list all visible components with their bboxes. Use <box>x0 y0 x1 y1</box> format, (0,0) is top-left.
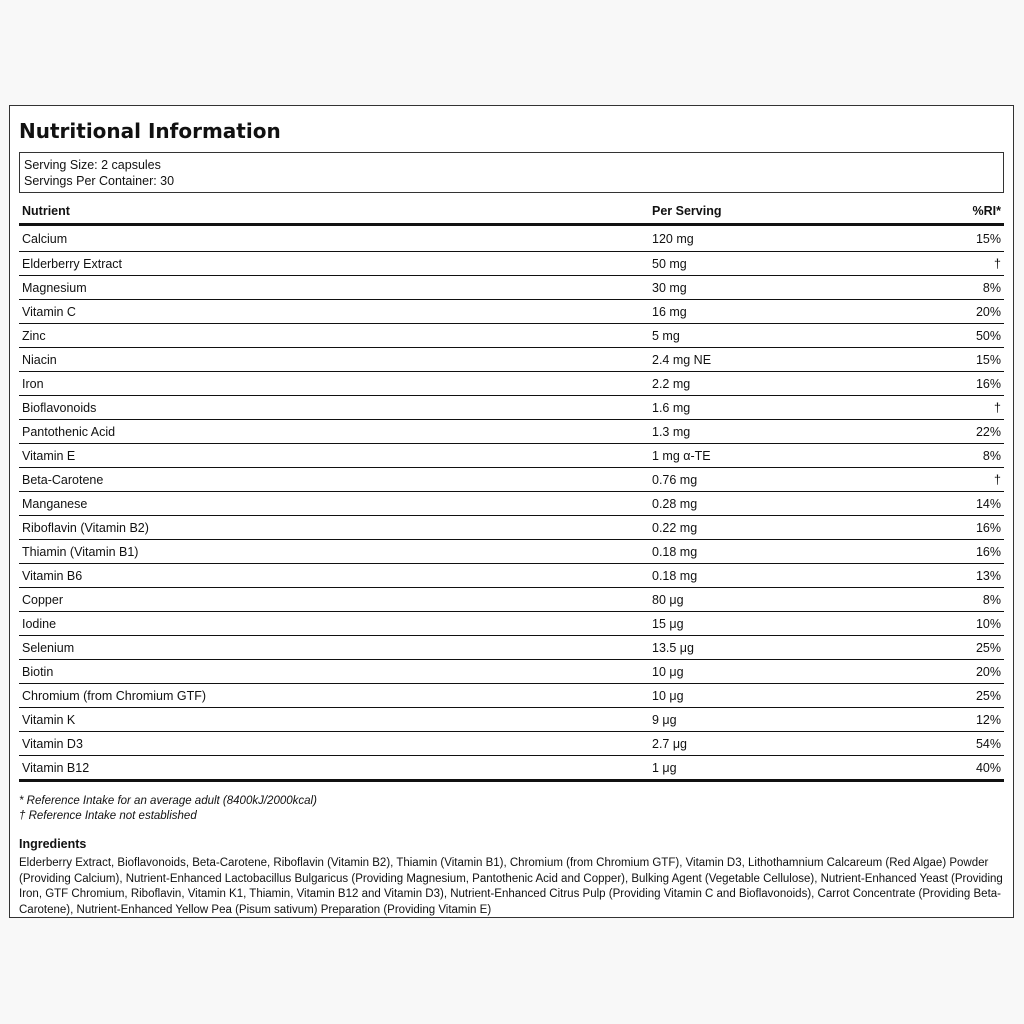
ri-cell: 15% <box>905 348 1004 372</box>
ri-cell: 50% <box>905 324 1004 348</box>
ri-cell: 8% <box>905 444 1004 468</box>
nutrient-name-cell: Vitamin B12 <box>19 756 649 781</box>
nutrient-name-cell: Calcium <box>19 225 649 252</box>
table-row <box>19 588 1004 612</box>
ri-footnote: * Reference Intake for an average adult (8400kJ/2000kcal) <box>19 795 317 807</box>
ri-cell: 14% <box>905 492 1004 516</box>
header-per-serving: Per Serving <box>649 199 905 225</box>
per-serving-cell: 120 mg <box>649 225 905 252</box>
table-row <box>19 468 1004 492</box>
per-serving-cell: 80 μg <box>649 588 905 612</box>
per-serving-cell: 1 μg <box>649 756 905 781</box>
ingredients-text: Elderberry Extract, Bioflavonoids, Beta-Carotene, Riboflavin (Vitamin B2), Thiamin (Vitamin B1), Chromium (from Chromium GTF), Vitamin D3, Lithothamnium Calcareum (Red Algae) Powder (Providing Calcium), Nutrient-Enhanced Lactobacillus Bulgaricus (Providing Magnesium, Pantothenic Acid and Copper), Bulking Agent (Vegetable Cellulose), Nutrient-Enhanced Yeast (Providing Iron, GTF Chromium, Riboflavin, Vitamin K1, Thiamin, Vitamin B12 and Vitamin D3), Nutrient-Enhanced Citrus Pulp (Providing Vitamin C and Bioflavonoids), Carrot Concentrate (Providing Beta-Carotene), Nutrient-Enhanced Yellow Pea (Pisum sativum) Preparation (Providing Vitamin E) <box>19 857 1003 916</box>
per-serving-cell: 0.22 mg <box>649 516 905 540</box>
ri-cell: 10% <box>905 612 1004 636</box>
header-nutrient: Nutrient <box>19 199 649 225</box>
ri-cell: 15% <box>905 225 1004 252</box>
per-serving-cell: 10 μg <box>649 684 905 708</box>
table-header-row <box>19 199 1004 225</box>
per-serving-cell: 10 μg <box>649 660 905 684</box>
table-row <box>19 252 1004 276</box>
table-row <box>19 396 1004 420</box>
per-serving-cell: 13.5 μg <box>649 636 905 660</box>
ri-cell: 13% <box>905 564 1004 588</box>
per-serving-cell: 1 mg α-TE <box>649 444 905 468</box>
panel-title: Nutritional Information <box>19 119 281 143</box>
ingredients-title: Ingredients <box>19 837 87 851</box>
per-serving-cell: 2.2 mg <box>649 372 905 396</box>
ri-cell: 22% <box>905 420 1004 444</box>
nutrient-rows <box>19 225 1004 781</box>
nutrient-name-cell: Niacin <box>19 348 649 372</box>
per-serving-cell: 9 μg <box>649 708 905 732</box>
per-serving-cell: 0.28 mg <box>649 492 905 516</box>
table-row <box>19 372 1004 396</box>
table-row <box>19 684 1004 708</box>
nutrient-name-cell: Biotin <box>19 660 649 684</box>
nutrient-name-cell: Beta-Carotene <box>19 468 649 492</box>
table-row <box>19 276 1004 300</box>
per-serving-cell: 1.3 mg <box>649 420 905 444</box>
ri-cell: 16% <box>905 540 1004 564</box>
header-ri: %RI* <box>905 199 1004 225</box>
ri-cell: 16% <box>905 516 1004 540</box>
ri-cell: 12% <box>905 708 1004 732</box>
nutrient-name-cell: Iron <box>19 372 649 396</box>
nutrient-table <box>19 199 1004 782</box>
ri-cell: 25% <box>905 636 1004 660</box>
ri-cell: † <box>905 396 1004 420</box>
dagger-footnote: † Reference Intake not established <box>19 810 197 822</box>
serving-info-box <box>19 152 1004 193</box>
ri-cell: 16% <box>905 372 1004 396</box>
table-row <box>19 660 1004 684</box>
table-row <box>19 540 1004 564</box>
ri-cell: 25% <box>905 684 1004 708</box>
nutrient-name-cell: Vitamin B6 <box>19 564 649 588</box>
serving-size: Serving Size: 2 capsules <box>24 158 161 172</box>
nutrient-name-cell: Vitamin D3 <box>19 732 649 756</box>
ri-cell: 54% <box>905 732 1004 756</box>
table-row <box>19 756 1004 781</box>
table-row <box>19 708 1004 732</box>
table-row <box>19 636 1004 660</box>
ri-cell: 40% <box>905 756 1004 781</box>
table-row <box>19 225 1004 252</box>
table-row <box>19 300 1004 324</box>
per-serving-cell: 0.76 mg <box>649 468 905 492</box>
per-serving-cell: 2.4 mg NE <box>649 348 905 372</box>
per-serving-cell: 0.18 mg <box>649 540 905 564</box>
ri-cell: † <box>905 468 1004 492</box>
table-row <box>19 444 1004 468</box>
nutrition-panel <box>9 105 1014 918</box>
ri-cell: 20% <box>905 660 1004 684</box>
nutrient-name-cell: Manganese <box>19 492 649 516</box>
table-row <box>19 564 1004 588</box>
per-serving-cell: 1.6 mg <box>649 396 905 420</box>
nutrient-name-cell: Iodine <box>19 612 649 636</box>
per-serving-cell: 30 mg <box>649 276 905 300</box>
servings-per-container: Servings Per Container: 30 <box>24 174 175 188</box>
nutrient-name-cell: Riboflavin (Vitamin B2) <box>19 516 649 540</box>
per-serving-cell: 5 mg <box>649 324 905 348</box>
nutrient-name-cell: Chromium (from Chromium GTF) <box>19 684 649 708</box>
table-row <box>19 492 1004 516</box>
ri-cell: † <box>905 252 1004 276</box>
ri-cell: 8% <box>905 588 1004 612</box>
ri-cell: 8% <box>905 276 1004 300</box>
table-row <box>19 348 1004 372</box>
per-serving-cell: 16 mg <box>649 300 905 324</box>
per-serving-cell: 15 μg <box>649 612 905 636</box>
nutrient-name-cell: Zinc <box>19 324 649 348</box>
ri-cell: 20% <box>905 300 1004 324</box>
footnotes <box>19 794 1004 824</box>
nutrient-name-cell: Pantothenic Acid <box>19 420 649 444</box>
table-row <box>19 324 1004 348</box>
nutrient-name-cell: Vitamin C <box>19 300 649 324</box>
table-row <box>19 732 1004 756</box>
nutrient-name-cell: Thiamin (Vitamin B1) <box>19 540 649 564</box>
nutrient-name-cell: Magnesium <box>19 276 649 300</box>
table-row <box>19 420 1004 444</box>
per-serving-cell: 0.18 mg <box>649 564 905 588</box>
nutrient-name-cell: Copper <box>19 588 649 612</box>
nutrient-name-cell: Elderberry Extract <box>19 252 649 276</box>
nutrient-name-cell: Selenium <box>19 636 649 660</box>
table-row <box>19 612 1004 636</box>
table-row <box>19 516 1004 540</box>
per-serving-cell: 2.7 μg <box>649 732 905 756</box>
nutrient-name-cell: Vitamin E <box>19 444 649 468</box>
nutrient-name-cell: Vitamin K <box>19 708 649 732</box>
per-serving-cell: 50 mg <box>649 252 905 276</box>
nutrient-name-cell: Bioflavonoids <box>19 396 649 420</box>
